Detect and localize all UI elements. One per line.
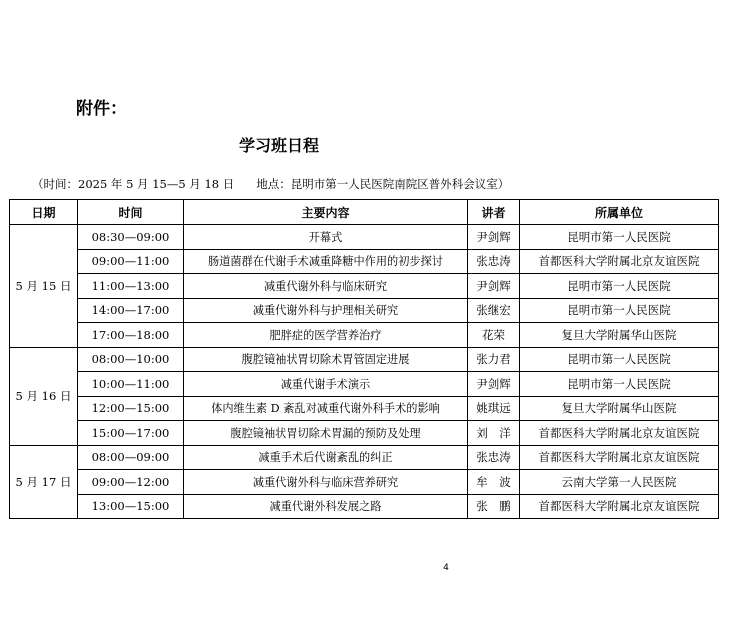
unit-cell: 复旦大学附属华山医院 <box>520 396 719 421</box>
page-title-text: 学习班日程 <box>238 136 319 155</box>
unit-cell: 首都医科大学附属北京友谊医院 <box>520 249 719 274</box>
speaker-cell: 尹剑辉 <box>468 274 520 299</box>
date-cell: 5 月 15 日 <box>10 225 78 348</box>
unit-cell: 昆明市第一人民医院 <box>520 372 719 397</box>
unit-cell: 首都医科大学附属北京友谊医院 <box>520 445 719 470</box>
time-cell: 08:00—09:00 <box>78 445 184 470</box>
unit-cell: 昆明市第一人民医院 <box>520 225 719 250</box>
topic-cell: 腹腔镜袖状胃切除术胃管固定进展 <box>184 347 468 372</box>
time-cell: 08:00—10:00 <box>78 347 184 372</box>
topic-cell: 体内维生素 D 紊乱对减重代谢外科手术的影响 <box>184 396 468 421</box>
topic-cell: 减重代谢外科与临床研究 <box>184 274 468 299</box>
speaker-cell: 张力君 <box>468 347 520 372</box>
speaker-cell: 尹剑辉 <box>468 372 520 397</box>
meta-location: 地点：昆明市第一人民医院南院区普外科会议室） <box>256 177 510 191</box>
attachment-label: 附件： <box>76 99 127 119</box>
topic-cell: 减重代谢外科与护理相关研究 <box>184 298 468 323</box>
speaker-cell: 张忠涛 <box>468 445 520 470</box>
meta-time: （时间：2025 年 5 月 15—5 月 18 日 <box>32 177 235 191</box>
unit-cell: 昆明市第一人民医院 <box>520 298 719 323</box>
unit-cell: 昆明市第一人民医院 <box>520 347 719 372</box>
unit-cell: 云南大学第一人民医院 <box>520 470 719 495</box>
table-row <box>10 470 719 495</box>
table-row <box>10 225 719 250</box>
table-row <box>10 347 719 372</box>
topic-cell: 减重代谢外科发展之路 <box>184 494 468 519</box>
table-row <box>10 445 719 470</box>
topic-cell: 腹腔镜袖状胃切除术胃漏的预防及处理 <box>184 421 468 446</box>
unit-cell: 首都医科大学附属北京友谊医院 <box>520 494 719 519</box>
table-row <box>10 372 719 397</box>
time-cell: 13:00—15:00 <box>78 494 184 519</box>
table-row <box>10 494 719 519</box>
page-title <box>0 133 742 156</box>
date-cell: 5 月 16 日 <box>10 347 78 445</box>
time-cell: 15:00—17:00 <box>78 421 184 446</box>
time-cell: 12:00—15:00 <box>78 396 184 421</box>
time-cell: 09:00—12:00 <box>78 470 184 495</box>
speaker-cell: 花荣 <box>468 323 520 348</box>
topic-cell: 开幕式 <box>184 225 468 250</box>
topic-cell: 减重代谢手术演示 <box>184 372 468 397</box>
table-row <box>10 249 719 274</box>
topic-cell: 减重代谢外科与临床营养研究 <box>184 470 468 495</box>
speaker-cell: 尹剑辉 <box>468 225 520 250</box>
time-cell: 09:00—11:00 <box>78 249 184 274</box>
time-cell: 14:00—17:00 <box>78 298 184 323</box>
unit-cell: 复旦大学附属华山医院 <box>520 323 719 348</box>
table-row <box>10 421 719 446</box>
topic-cell: 肠道菌群在代谢手术减重降糖中作用的初步探讨 <box>184 249 468 274</box>
header-unit: 所属单位 <box>520 200 719 225</box>
schedule-table <box>9 199 719 519</box>
speaker-cell: 刘 洋 <box>468 421 520 446</box>
time-cell: 17:00—18:00 <box>78 323 184 348</box>
page-number <box>0 563 742 573</box>
time-cell: 11:00—13:00 <box>78 274 184 299</box>
page-number-text: 4 <box>443 563 449 573</box>
date-cell: 5 月 17 日 <box>10 445 78 519</box>
header-speaker: 讲者 <box>468 200 520 225</box>
header-topic: 主要内容 <box>184 200 468 225</box>
speaker-cell: 姚琪远 <box>468 396 520 421</box>
header-time: 时间 <box>78 200 184 225</box>
time-cell: 10:00—11:00 <box>78 372 184 397</box>
speaker-cell: 张 鹏 <box>468 494 520 519</box>
topic-cell: 减重手术后代谢紊乱的纠正 <box>184 445 468 470</box>
speaker-cell: 张忠涛 <box>468 249 520 274</box>
table-row <box>10 274 719 299</box>
table-header-row <box>10 200 719 225</box>
schedule-meta <box>32 176 509 192</box>
table-row <box>10 323 719 348</box>
time-cell: 08:30—09:00 <box>78 225 184 250</box>
speaker-cell: 牟 波 <box>468 470 520 495</box>
table-row <box>10 396 719 421</box>
unit-cell: 首都医科大学附属北京友谊医院 <box>520 421 719 446</box>
speaker-cell: 张继宏 <box>468 298 520 323</box>
topic-cell: 肥胖症的医学营养治疗 <box>184 323 468 348</box>
header-date: 日期 <box>10 200 78 225</box>
unit-cell: 昆明市第一人民医院 <box>520 274 719 299</box>
table-row <box>10 298 719 323</box>
